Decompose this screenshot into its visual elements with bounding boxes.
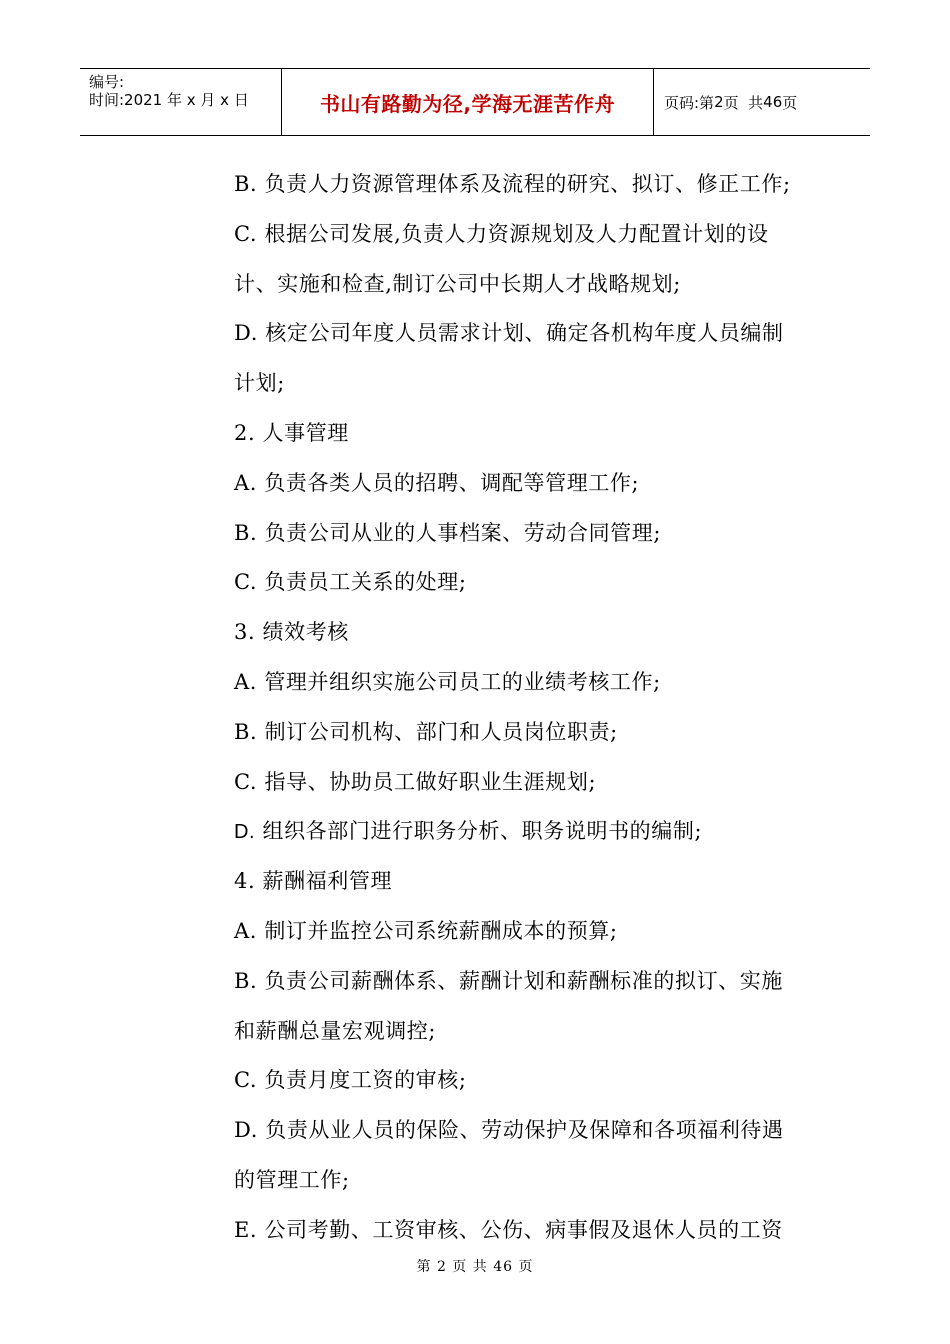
body-line: B. 负责公司从业的人事档案、劳动合同管理;: [234, 520, 662, 545]
body-line: A. 负责各类人员的招聘、调配等管理工作;: [234, 470, 640, 495]
body-line: C. 负责月度工资的审核;: [234, 1068, 467, 1093]
body-line: B. 负责公司薪酬体系、薪酬计划和薪酬标准的拟订、实施: [234, 968, 783, 993]
body-line: [234, 807, 824, 857]
header-meta: [80, 69, 282, 135]
body-line: B. 负责人力资源管理体系及流程的研究、拟订、修正工作;: [234, 172, 791, 196]
page-total: 46: [763, 93, 783, 111]
header-page-info: [654, 69, 870, 135]
page-current: 2: [714, 93, 724, 111]
body-line-text: 组织各部门进行职务分析、职务说明书的编制;: [262, 819, 703, 844]
body-line: C. 指导、协助员工做好职业生涯规划;: [234, 769, 597, 794]
time-label: 时间:2021 年 x 月 x 日: [89, 91, 249, 109]
header-motto: 书山有路勤为径,学海无涯苦作舟: [282, 69, 654, 135]
page-header: [80, 68, 870, 136]
number-label: 编号:: [89, 73, 125, 91]
body-line: 和薪酬总量宏观调控;: [234, 1018, 437, 1043]
page-suffix: 页: [782, 93, 798, 112]
body-line: B. 制订公司机构、部门和人员岗位职责;: [234, 719, 618, 744]
body-line: D. 核定公司年度人员需求计划、确定各机构年度人员编制: [234, 321, 784, 346]
page-prefix: 页码:第: [664, 93, 715, 112]
body-line: C. 负责员工关系的处理;: [234, 570, 467, 595]
body-line: A. 制订并监控公司系统薪酬成本的预算;: [234, 918, 618, 943]
document-body: [234, 160, 824, 1256]
body-line: 计、实施和检查,制订公司中长期人才战略规划;: [234, 271, 681, 296]
section-heading: 3. 绩效考核: [234, 620, 349, 645]
body-line: 的管理工作;: [234, 1167, 350, 1192]
body-line: A. 管理并组织实施公司员工的业绩考核工作;: [234, 669, 661, 694]
body-line: C. 根据公司发展,负责人力资源规划及人力配置计划的设: [234, 221, 769, 246]
list-marker: D.: [234, 821, 256, 844]
body-line: 计划;: [234, 371, 285, 396]
section-heading: 2. 人事管理: [234, 420, 349, 445]
page-mid: 页 共: [723, 93, 764, 112]
page-footer: 第 2 页 共 46 页: [416, 1259, 534, 1275]
body-line: E. 公司考勤、工资审核、公伤、病事假及退休人员的工资: [234, 1217, 783, 1242]
body-line: D. 负责从业人员的保险、劳动保护及保障和各项福利待遇: [234, 1118, 784, 1143]
section-heading: 4. 薪酬福利管理: [234, 869, 393, 894]
